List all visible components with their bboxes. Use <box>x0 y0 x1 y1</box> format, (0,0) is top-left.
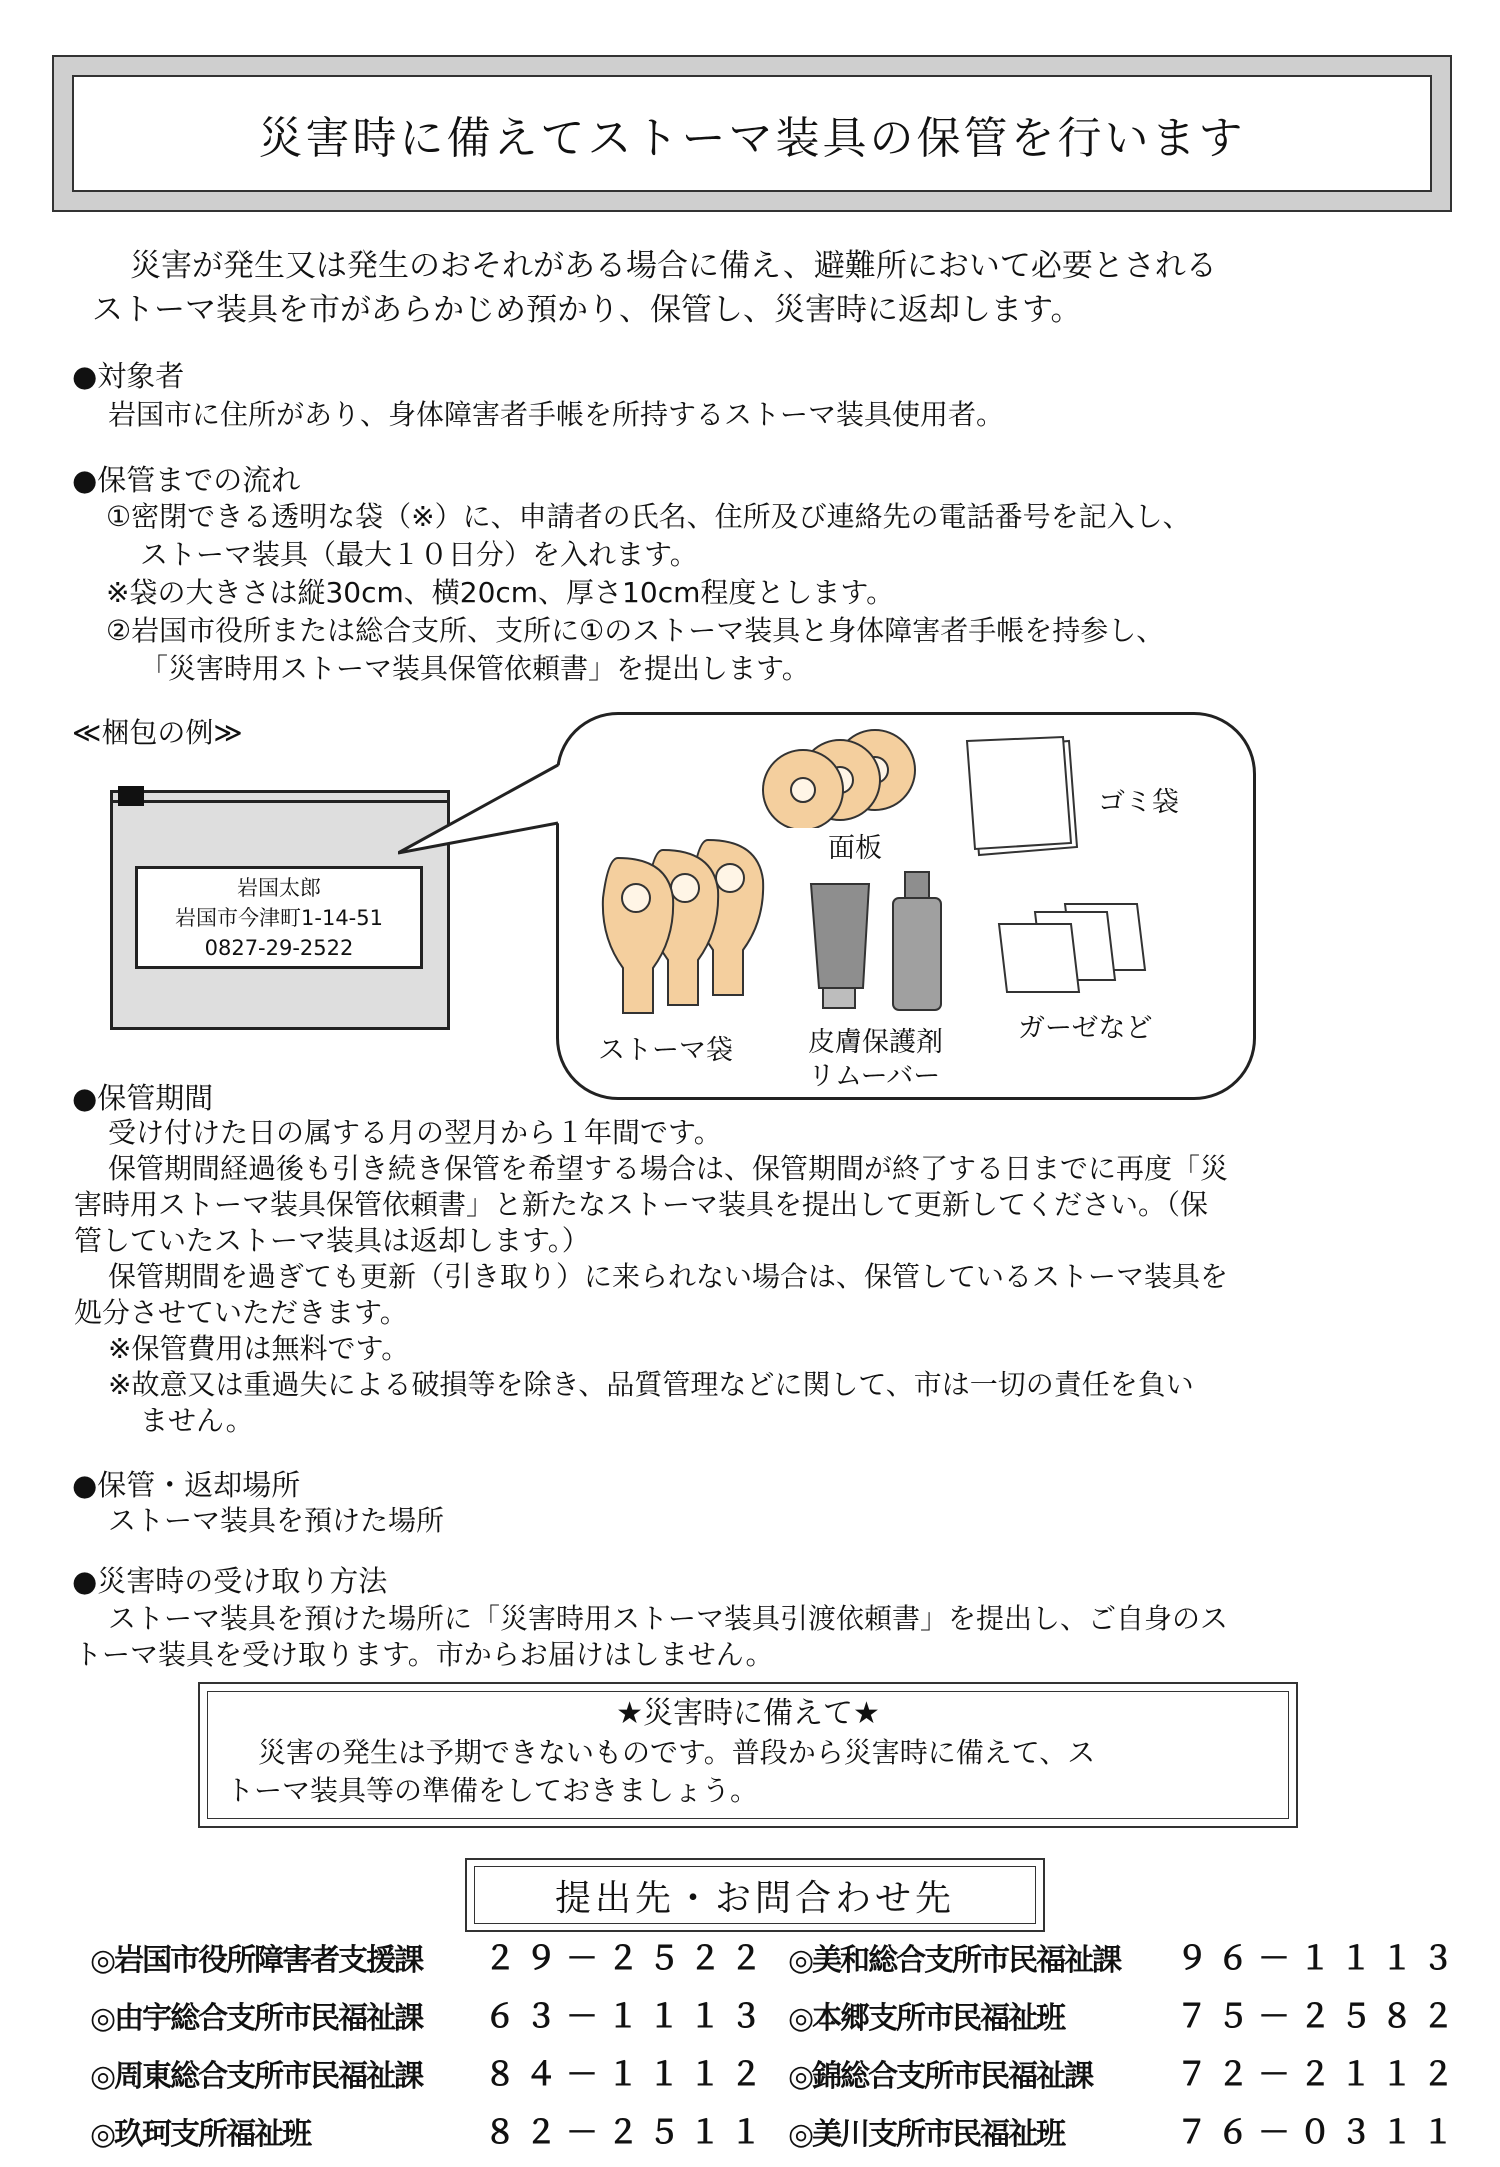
place-body: ストーマ装具を預けた場所 <box>108 1504 445 1537</box>
trash-bag-illustration <box>965 735 1085 865</box>
intro-line-2: ストーマ装具を市があらかじめ預かり、保管し、災害時に返却します。 <box>92 292 1082 328</box>
period-line: ※保管費用は無料です。 <box>108 1332 410 1365</box>
contact-phone: ８４－１１１２ <box>484 2055 772 2093</box>
period-line: 保管期間を過ぎても更新（引き取り）に来られない場合は、保管しているストーマ装具を <box>108 1260 1229 1293</box>
contact-phone: ２９－２５２２ <box>484 1939 772 1977</box>
bag-label-address: 岩国市今津町1-14-51 <box>175 906 383 930</box>
target-heading: ●対象者 <box>72 359 185 393</box>
bag-label <box>135 866 423 969</box>
flow-line: ②岩国市役所または総合支所、支所に①のストーマ装具と身体障害者手帳を持参し、 <box>106 614 1165 647</box>
bag-label-phone: 0827-29-2522 <box>204 936 354 960</box>
contact-phone: ８２－２５１１ <box>484 2113 772 2151</box>
period-line: ません。 <box>140 1404 254 1437</box>
contact-name: ◎美川支所市民福祉班 <box>788 2117 1065 2152</box>
period-line: 受け付けた日の属する月の翌月から１年間です。 <box>108 1116 722 1149</box>
period-line: 管していたストーマ装具は返却します。） <box>74 1224 590 1257</box>
gauze-illustration <box>995 900 1155 1000</box>
bag-zipper-tab <box>118 786 144 806</box>
trash-bag-label: ゴミ袋 <box>1098 787 1179 818</box>
contact-name: ◎岩国市役所障害者支援課 <box>90 1943 423 1978</box>
contact-name: ◎玖珂支所福祉班 <box>90 2117 311 2152</box>
flow-line: 「災害時用ストーマ装具保管依頼書」を提出します。 <box>140 652 810 685</box>
stoma-pouch-illustration <box>578 830 778 1015</box>
prepare-line: 災害の発生は予期できないものです。普段から災害時に備えて、ス <box>258 1736 1096 1769</box>
flow-heading: ●保管までの流れ <box>72 463 301 497</box>
faceplate-label: 面板 <box>828 833 882 864</box>
faceplate-illustration <box>755 718 925 828</box>
place-heading: ●保管・返却場所 <box>72 1468 301 1502</box>
contact-name: ◎錦総合支所市民福祉課 <box>788 2059 1093 2094</box>
contact-phone: ６３－１１１３ <box>484 1997 772 2035</box>
prepare-line: トーマ装具等の準備をしておきましょう。 <box>226 1774 759 1807</box>
prepare-title: ★災害時に備えて★ <box>616 1696 880 1731</box>
receive-line: ストーマ装具を預けた場所に「災害時用ストーマ装具引渡依頼書」を提出し、ご自身のス <box>108 1602 1229 1635</box>
contact-phone: ７６－０３１１ <box>1176 2113 1464 2151</box>
flow-line: ※袋の大きさは縦30cm、横20cm、厚さ10cm程度とします。 <box>106 576 895 609</box>
contact-phone: ７５－２５８２ <box>1176 1997 1464 2035</box>
target-body: 岩国市に住所があり、身体障害者手帳を所持するストーマ装具使用者。 <box>108 398 1005 431</box>
contact-name: ◎周東総合支所市民福祉課 <box>90 2059 423 2094</box>
period-line: ※故意又は重過失による破損等を除き、品質管理などに関して、市は一切の責任を負い <box>108 1368 1194 1401</box>
receive-line: トーマ装具を受け取ります。市からお届けはしません。 <box>74 1638 774 1671</box>
contact-name: ◎由宇総合支所市民福祉課 <box>90 2001 423 2036</box>
contact-name: ◎本郷支所市民福祉班 <box>788 2001 1065 2036</box>
period-line: 保管期間経過後も引き続き保管を希望する場合は、保管期間が終了する日までに再度「災 <box>108 1152 1229 1185</box>
flow-line: ①密閉できる透明な袋（※）に、申請者の氏名、住所及び連絡先の電話番号を記入し、 <box>106 500 1191 533</box>
period-heading: ●保管期間 <box>72 1081 214 1115</box>
period-line: 害時用ストーマ装具保管依頼書」と新たなストーマ装具を提出して更新してください。（保 <box>74 1188 1209 1221</box>
stoma-pouch-label: ストーマ袋 <box>598 1035 733 1066</box>
flow-line: ストーマ装具（最大１０日分）を入れます。 <box>140 538 698 571</box>
remover-label: リムーバー <box>808 1061 941 1092</box>
receive-heading: ●災害時の受け取り方法 <box>72 1564 388 1598</box>
skin-protect-label: 皮膚保護剤 <box>808 1027 943 1058</box>
contact-phone: ７２－２１１２ <box>1176 2055 1464 2093</box>
contact-name: ◎美和総合支所市民福祉課 <box>788 1943 1121 1978</box>
speech-bubble-tail <box>398 755 568 875</box>
gauze-label: ガーゼなど <box>1018 1013 1153 1044</box>
bag-label-name: 岩国太郎 <box>237 876 321 900</box>
intro-line-1: 災害が発生又は発生のおそれがある場合に備え、避難所において必要とされる <box>130 248 1217 284</box>
contact-title: 提出先・お問合わせ先 <box>474 1866 1036 1924</box>
page-title: 災害時に備えてストーマ装具の保管を行います <box>72 75 1432 192</box>
period-line: 処分させていただきます。 <box>74 1296 408 1329</box>
skin-protect-remover-illustration <box>805 868 955 1018</box>
example-heading: ≪梱包の例≫ <box>72 716 243 749</box>
contact-phone: ９６－１１１３ <box>1176 1939 1464 1977</box>
